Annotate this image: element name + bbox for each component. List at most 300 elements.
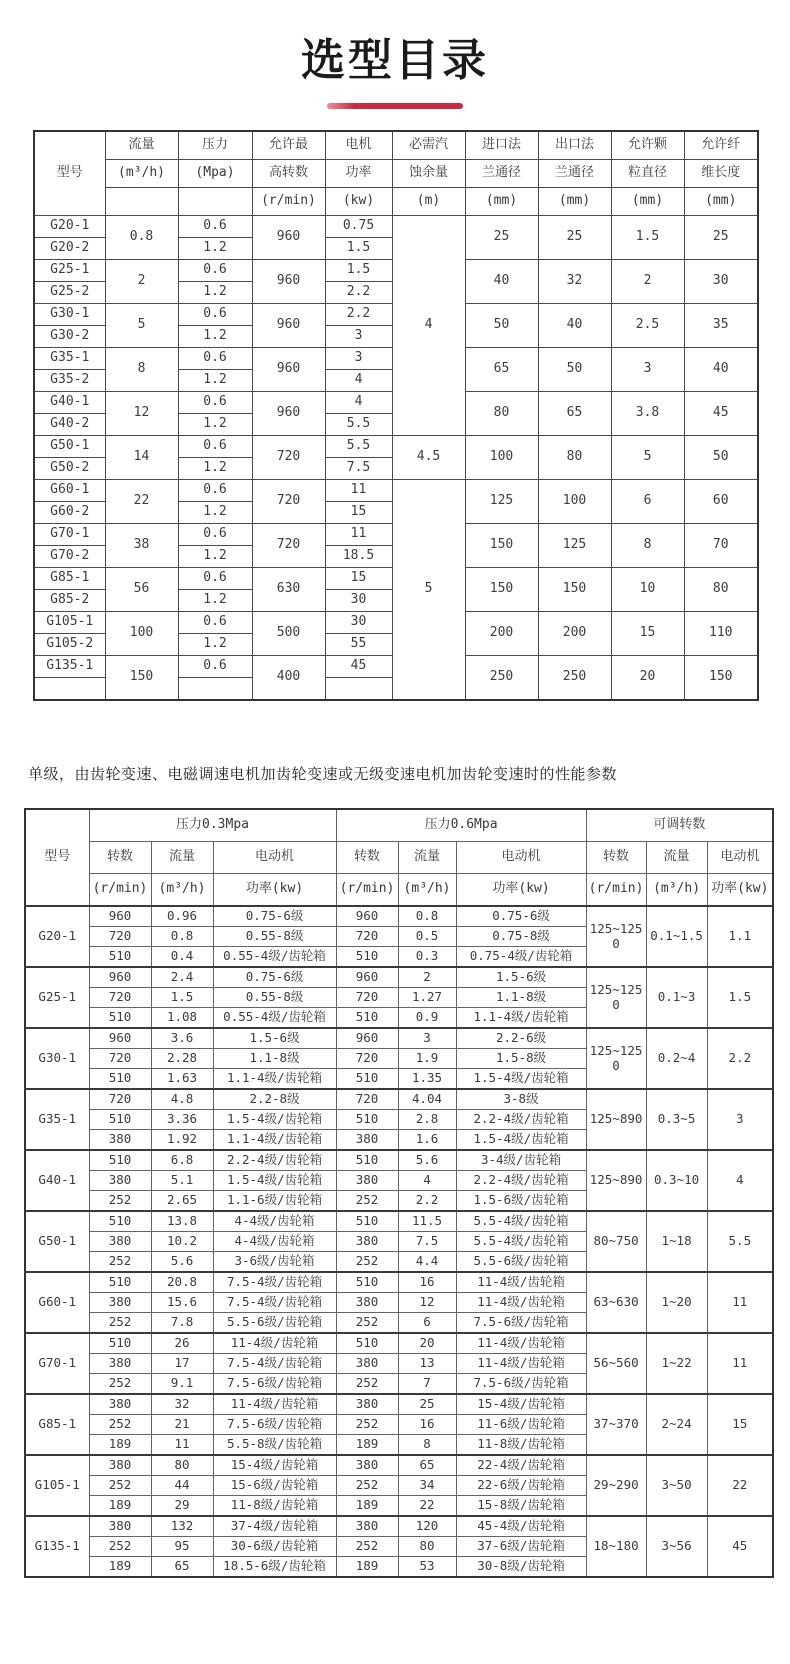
t2-p03-flow-cell: 2.65 (151, 1191, 213, 1212)
t2-p06-speed-cell: 380 (336, 1455, 398, 1476)
t2-p03-speed-cell: 252 (89, 1191, 151, 1212)
t2-model-cell: G30-1 (25, 1028, 89, 1089)
t1-model-cell: G25-1 (34, 260, 105, 282)
t2-p06-motor-cell: 1.5-6级 (456, 967, 586, 988)
t2-p06-flow-cell: 3 (398, 1028, 456, 1049)
t1-model-cell: G20-1 (34, 216, 105, 238)
t2-p03-flow-cell: 80 (151, 1455, 213, 1476)
t2-adj-flow-cell: 0.1~3 (646, 967, 707, 1028)
t1-power-cell: 4 (325, 392, 392, 414)
t2-p06-motor-cell: 22-6级/齿轮箱 (456, 1476, 586, 1496)
t2-p03-speed-cell: 510 (89, 1272, 151, 1293)
t2-p03-motor-cell: 1.1-4级/齿轮箱 (213, 1069, 336, 1090)
t1-header-col1-line2: (Mpa) (178, 160, 252, 188)
t1-speed-cell: 720 (252, 480, 325, 524)
t2-p06-speed-cell: 380 (336, 1394, 398, 1415)
t1-inlet-cell: 25 (465, 216, 538, 260)
t2-p03-motor-cell: 1.1-8级 (213, 1049, 336, 1069)
t1-inlet-cell: 50 (465, 304, 538, 348)
t2-p03-flow-cell: 17 (151, 1354, 213, 1374)
t1-pressure-cell: 0.6 (178, 612, 252, 634)
t2-adj-flow-cell: 1~20 (646, 1272, 707, 1333)
t1-model-cell: G60-2 (34, 502, 105, 524)
t2-group-header-0: 压力0.3Mpa (89, 809, 336, 842)
t2-p06-speed-cell: 380 (336, 1171, 398, 1191)
t2-p06-motor-cell: 0.75-6级 (456, 906, 586, 927)
t1-power-cell: 5.5 (325, 414, 392, 436)
t2-p06-flow-cell: 1.6 (398, 1130, 456, 1151)
t1-power-cell: 30 (325, 612, 392, 634)
t2-p03-speed-cell: 380 (89, 1293, 151, 1313)
t1-pressure-cell: 1.2 (178, 590, 252, 612)
t2-p06-speed-cell: 720 (336, 1089, 398, 1110)
t2-adj-motor-cell: 2.2 (707, 1028, 773, 1089)
t2-p03-flow-cell: 0.8 (151, 927, 213, 947)
t1-outlet-cell: 150 (538, 568, 611, 612)
t2-p03-flow-cell: 0.4 (151, 947, 213, 968)
t1-model-cell: G50-1 (34, 436, 105, 458)
t2-adj-flow-cell: 0.1~1.5 (646, 906, 707, 967)
t1-flow-cell: 12 (105, 392, 178, 436)
t2-adj-speed-cell: 125~890 (586, 1089, 646, 1150)
t2-p06-speed-cell: 510 (336, 1069, 398, 1090)
t2-adj-flow-cell: 1~18 (646, 1211, 707, 1272)
t2-unit-flow: (m³/h) (398, 874, 456, 907)
t2-p03-speed-cell: 510 (89, 947, 151, 968)
t1-fiber-cell: 45 (684, 392, 758, 436)
t1-particle-cell: 20 (611, 656, 684, 701)
t2-model-cell: G50-1 (25, 1211, 89, 1272)
t1-pressure-cell: 0.6 (178, 392, 252, 414)
t2-unit-flow: (m³/h) (151, 874, 213, 907)
t2-p03-speed-cell: 252 (89, 1313, 151, 1334)
t1-particle-cell: 2.5 (611, 304, 684, 348)
t2-p03-speed-cell: 510 (89, 1150, 151, 1171)
t1-header-col8-line1: 允许纤 (684, 131, 758, 160)
t1-flow-cell: 100 (105, 612, 178, 656)
t2-adj-motor-cell: 1.1 (707, 906, 773, 967)
t2-adj-speed-cell: 125~890 (586, 1150, 646, 1211)
t2-adj-speed-cell: 63~630 (586, 1272, 646, 1333)
t1-speed-cell: 720 (252, 524, 325, 568)
t1-header-model: 型号 (34, 131, 105, 216)
t2-p03-speed-cell: 510 (89, 1333, 151, 1354)
t2-adj-speed-cell: 37~370 (586, 1394, 646, 1455)
t2-p03-motor-cell: 0.55-4级/齿轮箱 (213, 1008, 336, 1029)
t2-p06-speed-cell: 510 (336, 1150, 398, 1171)
t2-p03-motor-cell: 4-4级/齿轮箱 (213, 1232, 336, 1252)
t1-model-cell: G105-2 (34, 634, 105, 656)
t2-unit-speed: (r/min) (586, 874, 646, 907)
t1-pressure-cell: 1.2 (178, 414, 252, 436)
t1-model-cell: G70-1 (34, 524, 105, 546)
t2-model-cell: G25-1 (25, 967, 89, 1028)
t2-p06-speed-cell: 380 (336, 1293, 398, 1313)
t1-fiber-cell: 80 (684, 568, 758, 612)
t1-outlet-cell: 100 (538, 480, 611, 524)
t1-power-cell: 1.5 (325, 238, 392, 260)
t1-fiber-cell: 60 (684, 480, 758, 524)
t2-p03-speed-cell: 380 (89, 1354, 151, 1374)
t2-p03-flow-cell: 1.08 (151, 1008, 213, 1029)
t1-power-cell: 3 (325, 326, 392, 348)
t2-p03-speed-cell: 252 (89, 1252, 151, 1273)
t2-adj-motor-cell: 15 (707, 1394, 773, 1455)
t1-particle-cell: 15 (611, 612, 684, 656)
t1-header-col7-unit: (mm) (611, 188, 684, 216)
t2-p03-flow-cell: 20.8 (151, 1272, 213, 1293)
t1-power-cell: 18.5 (325, 546, 392, 568)
t2-p03-motor-cell: 1.1-6级/齿轮箱 (213, 1191, 336, 1212)
t2-p03-motor-cell: 7.5-6级/齿轮箱 (213, 1374, 336, 1395)
t1-model-cell: G40-2 (34, 414, 105, 436)
t1-pressure-cell: 0.6 (178, 436, 252, 458)
t1-power-cell: 45 (325, 656, 392, 678)
t1-speed-cell: 960 (252, 260, 325, 304)
t2-adj-speed-cell: 29~290 (586, 1455, 646, 1516)
t1-power-cell: 11 (325, 480, 392, 502)
t2-p06-motor-cell: 22-4级/齿轮箱 (456, 1455, 586, 1476)
t1-npsh-cell: 4.5 (392, 436, 465, 480)
t1-flow-cell: 150 (105, 656, 178, 701)
t2-p03-flow-cell: 9.1 (151, 1374, 213, 1395)
t2-p06-speed-cell: 252 (336, 1374, 398, 1395)
t1-flow-cell: 14 (105, 436, 178, 480)
t1-fiber-cell: 70 (684, 524, 758, 568)
t2-p03-speed-cell: 189 (89, 1557, 151, 1578)
t1-header-col2-line2: 高转数 (252, 160, 325, 188)
t2-p06-speed-cell: 960 (336, 967, 398, 988)
selection-table (33, 130, 759, 701)
t1-pressure-cell: 0.6 (178, 480, 252, 502)
t2-p06-flow-cell: 22 (398, 1496, 456, 1517)
t2-p06-speed-cell: 510 (336, 1008, 398, 1029)
t1-model-cell (34, 678, 105, 701)
t2-p03-speed-cell: 189 (89, 1435, 151, 1456)
t2-p06-motor-cell: 45-4级/齿轮箱 (456, 1516, 586, 1537)
t2-p03-flow-cell: 4.8 (151, 1089, 213, 1110)
t2-p03-speed-cell: 252 (89, 1415, 151, 1435)
t2-adj-speed-cell: 125~1250 (586, 906, 646, 967)
t2-p06-speed-cell: 510 (336, 947, 398, 968)
t1-particle-cell: 2 (611, 260, 684, 304)
t2-model-cell: G60-1 (25, 1272, 89, 1333)
t1-model-cell: G30-2 (34, 326, 105, 348)
t2-p03-motor-cell: 0.55-4级/齿轮箱 (213, 947, 336, 968)
t1-speed-cell: 500 (252, 612, 325, 656)
t1-npsh-cell: 4 (392, 216, 465, 436)
t1-outlet-cell: 50 (538, 348, 611, 392)
t2-p06-flow-cell: 7 (398, 1374, 456, 1395)
t1-inlet-cell: 40 (465, 260, 538, 304)
t1-fiber-cell: 150 (684, 656, 758, 701)
t2-p03-flow-cell: 10.2 (151, 1232, 213, 1252)
t2-adj-flow-cell: 1~22 (646, 1333, 707, 1394)
t2-subheader-speed: 转数 (89, 842, 151, 874)
t2-p06-speed-cell: 960 (336, 906, 398, 927)
t1-particle-cell: 5 (611, 436, 684, 480)
t1-power-cell: 5.5 (325, 436, 392, 458)
t2-p03-speed-cell: 380 (89, 1232, 151, 1252)
t2-p06-motor-cell: 15-4级/齿轮箱 (456, 1394, 586, 1415)
t1-power-cell: 3 (325, 348, 392, 370)
t2-p06-motor-cell: 37-6级/齿轮箱 (456, 1537, 586, 1557)
t2-p06-speed-cell: 720 (336, 1049, 398, 1069)
t1-power-cell: 1.5 (325, 260, 392, 282)
t1-inlet-cell: 150 (465, 524, 538, 568)
t2-unit-motor: 功率(kw) (707, 874, 773, 907)
t2-p03-flow-cell: 1.63 (151, 1069, 213, 1090)
t2-p03-speed-cell: 252 (89, 1476, 151, 1496)
t2-p06-motor-cell: 11-4级/齿轮箱 (456, 1293, 586, 1313)
t2-p03-flow-cell: 21 (151, 1415, 213, 1435)
t1-header-col8-unit: (mm) (684, 188, 758, 216)
t2-p06-motor-cell: 11-4级/齿轮箱 (456, 1333, 586, 1354)
t2-unit-motor: 功率(kw) (456, 874, 586, 907)
t2-p03-flow-cell: 29 (151, 1496, 213, 1517)
t2-p06-speed-cell: 252 (336, 1537, 398, 1557)
catalog-page (0, 24, 790, 1578)
t1-model-cell: G35-2 (34, 370, 105, 392)
t2-p06-motor-cell: 5.5-6级/齿轮箱 (456, 1252, 586, 1273)
t2-p06-speed-cell: 252 (336, 1476, 398, 1496)
t2-p03-motor-cell: 4-4级/齿轮箱 (213, 1211, 336, 1232)
t1-pressure-cell: 0.6 (178, 524, 252, 546)
t2-p03-flow-cell: 1.5 (151, 988, 213, 1008)
t2-p06-speed-cell: 720 (336, 988, 398, 1008)
t2-p06-speed-cell: 189 (336, 1435, 398, 1456)
t2-model-cell: G135-1 (25, 1516, 89, 1577)
t2-adj-motor-cell: 5.5 (707, 1211, 773, 1272)
t2-p03-speed-cell: 189 (89, 1496, 151, 1517)
t2-p06-speed-cell: 252 (336, 1252, 398, 1273)
t1-speed-cell: 960 (252, 216, 325, 260)
t1-header-col5-line2: 兰通径 (465, 160, 538, 188)
t2-adj-motor-cell: 45 (707, 1516, 773, 1577)
t2-adj-motor-cell: 11 (707, 1333, 773, 1394)
t1-model-cell: G60-1 (34, 480, 105, 502)
t2-p03-motor-cell: 3-6级/齿轮箱 (213, 1252, 336, 1273)
t2-p03-motor-cell: 1.5-6级 (213, 1028, 336, 1049)
t2-adj-motor-cell: 3 (707, 1089, 773, 1150)
t1-outlet-cell: 65 (538, 392, 611, 436)
t1-power-cell: 15 (325, 502, 392, 524)
t1-header-col3-line1: 电机 (325, 131, 392, 160)
page-title: 选型目录 (301, 35, 489, 86)
t2-p06-motor-cell: 2.2-6级 (456, 1028, 586, 1049)
t2-p03-motor-cell: 0.75-6级 (213, 906, 336, 927)
t1-particle-cell: 6 (611, 480, 684, 524)
t2-p03-flow-cell: 65 (151, 1557, 213, 1578)
t2-p06-motor-cell: 1.5-6级/齿轮箱 (456, 1191, 586, 1212)
t1-header-col2-unit: (r/min) (252, 188, 325, 216)
t2-adj-motor-cell: 1.5 (707, 967, 773, 1028)
t2-p06-flow-cell: 2.2 (398, 1191, 456, 1212)
t2-p03-flow-cell: 7.8 (151, 1313, 213, 1334)
t2-p03-motor-cell: 1.5-4级/齿轮箱 (213, 1110, 336, 1130)
t2-p03-motor-cell: 1.1-4级/齿轮箱 (213, 1130, 336, 1151)
t1-header-col0-line1: 流量 (105, 131, 178, 160)
t2-adj-flow-cell: 0.3~10 (646, 1150, 707, 1211)
t2-p06-flow-cell: 1.9 (398, 1049, 456, 1069)
t2-p06-motor-cell: 3-4级/齿轮箱 (456, 1150, 586, 1171)
t2-p06-motor-cell: 1.1-4级/齿轮箱 (456, 1008, 586, 1029)
t1-model-cell: G50-2 (34, 458, 105, 480)
t1-fiber-cell: 30 (684, 260, 758, 304)
t1-model-cell: G85-2 (34, 590, 105, 612)
t2-p03-motor-cell: 0.55-8级 (213, 988, 336, 1008)
t1-fiber-cell: 35 (684, 304, 758, 348)
t2-p03-flow-cell: 2.4 (151, 967, 213, 988)
t2-p06-motor-cell: 1.5-4级/齿轮箱 (456, 1130, 586, 1151)
t2-adj-flow-cell: 0.2~4 (646, 1028, 707, 1089)
t1-header-col7-line1: 允许颗 (611, 131, 684, 160)
t2-p03-speed-cell: 960 (89, 1028, 151, 1049)
t1-header-col6-line1: 出口法 (538, 131, 611, 160)
t2-p03-speed-cell: 510 (89, 1069, 151, 1090)
t2-model-cell: G40-1 (25, 1150, 89, 1211)
t1-header-col2-line1: 允许最 (252, 131, 325, 160)
t1-fiber-cell: 110 (684, 612, 758, 656)
t2-p06-motor-cell: 15-8级/齿轮箱 (456, 1496, 586, 1517)
t1-model-cell: G135-1 (34, 656, 105, 678)
t2-p03-speed-cell: 380 (89, 1394, 151, 1415)
t2-p03-flow-cell: 11 (151, 1435, 213, 1456)
t1-power-cell (325, 678, 392, 701)
t1-model-cell: G35-1 (34, 348, 105, 370)
t2-p06-flow-cell: 20 (398, 1333, 456, 1354)
t2-p03-motor-cell: 11-4级/齿轮箱 (213, 1333, 336, 1354)
t1-power-cell: 55 (325, 634, 392, 656)
t1-flow-cell: 38 (105, 524, 178, 568)
t2-adj-motor-cell: 11 (707, 1272, 773, 1333)
t2-p03-speed-cell: 510 (89, 1211, 151, 1232)
t2-p03-motor-cell: 2.2-8级 (213, 1089, 336, 1110)
t2-p06-flow-cell: 0.8 (398, 906, 456, 927)
t1-power-cell: 15 (325, 568, 392, 590)
t1-outlet-cell: 125 (538, 524, 611, 568)
t2-model-cell: G85-1 (25, 1394, 89, 1455)
t2-p06-motor-cell: 30-8级/齿轮箱 (456, 1557, 586, 1578)
t1-npsh-cell: 5 (392, 480, 465, 701)
t1-pressure-cell: 0.6 (178, 656, 252, 678)
t2-p06-flow-cell: 5.6 (398, 1150, 456, 1171)
t2-p06-speed-cell: 510 (336, 1110, 398, 1130)
t1-pressure-cell: 1.2 (178, 546, 252, 568)
t1-speed-cell: 960 (252, 304, 325, 348)
t1-outlet-cell: 250 (538, 656, 611, 701)
t1-header-col3-unit: (kw) (325, 188, 392, 216)
t1-power-cell: 30 (325, 590, 392, 612)
t1-header-col4-line2: 蚀余量 (392, 160, 465, 188)
t1-flow-cell: 22 (105, 480, 178, 524)
t2-group-header-2: 可调转数 (586, 809, 773, 842)
t2-p06-flow-cell: 4.4 (398, 1252, 456, 1273)
t2-adj-motor-cell: 4 (707, 1150, 773, 1211)
t1-header-col0-line2: (m³/h) (105, 160, 178, 188)
t1-inlet-cell: 200 (465, 612, 538, 656)
t2-adj-flow-cell: 3~50 (646, 1455, 707, 1516)
t2-p03-speed-cell: 510 (89, 1110, 151, 1130)
t2-subheader-motor: 电动机 (456, 842, 586, 874)
t2-p03-flow-cell: 5.1 (151, 1171, 213, 1191)
t1-header-col5-unit: (mm) (465, 188, 538, 216)
t2-unit-speed: (r/min) (89, 874, 151, 907)
t2-p03-flow-cell: 2.28 (151, 1049, 213, 1069)
t2-p06-flow-cell: 4.04 (398, 1089, 456, 1110)
t2-p06-speed-cell: 189 (336, 1496, 398, 1517)
t2-p03-motor-cell: 30-6级/齿轮箱 (213, 1537, 336, 1557)
t2-p03-motor-cell: 7.5-4级/齿轮箱 (213, 1354, 336, 1374)
title-underline (327, 103, 463, 109)
t1-outlet-cell: 40 (538, 304, 611, 348)
t2-p06-flow-cell: 53 (398, 1557, 456, 1578)
t2-p06-flow-cell: 1.35 (398, 1069, 456, 1090)
t1-pressure-cell: 0.6 (178, 348, 252, 370)
t2-p03-flow-cell: 1.92 (151, 1130, 213, 1151)
t2-p06-speed-cell: 380 (336, 1130, 398, 1151)
t1-flow-cell: 2 (105, 260, 178, 304)
t2-p06-speed-cell: 252 (336, 1313, 398, 1334)
t2-p06-flow-cell: 11.5 (398, 1211, 456, 1232)
t2-p03-flow-cell: 132 (151, 1516, 213, 1537)
t2-p06-speed-cell: 510 (336, 1272, 398, 1293)
t2-unit-motor: 功率(kw) (213, 874, 336, 907)
t2-adj-flow-cell: 3~56 (646, 1516, 707, 1577)
t1-pressure-cell: 1.2 (178, 502, 252, 524)
t1-pressure-cell: 1.2 (178, 370, 252, 392)
t2-p06-motor-cell: 1.5-4级/齿轮箱 (456, 1069, 586, 1090)
t2-p03-speed-cell: 380 (89, 1171, 151, 1191)
t2-subheader-motor: 电动机 (213, 842, 336, 874)
t2-p03-flow-cell: 0.96 (151, 906, 213, 927)
t1-power-cell: 11 (325, 524, 392, 546)
t1-header-col4-unit: (m) (392, 188, 465, 216)
t2-p03-motor-cell: 15-4级/齿轮箱 (213, 1455, 336, 1476)
t2-p06-speed-cell: 720 (336, 927, 398, 947)
t2-p03-speed-cell: 380 (89, 1130, 151, 1151)
t2-p03-flow-cell: 6.8 (151, 1150, 213, 1171)
t2-p03-motor-cell: 1.5-4级/齿轮箱 (213, 1171, 336, 1191)
t1-pressure-cell: 1.2 (178, 458, 252, 480)
t2-model-cell: G20-1 (25, 906, 89, 967)
t1-inlet-cell: 250 (465, 656, 538, 701)
t1-header-col6-unit: (mm) (538, 188, 611, 216)
t2-p06-speed-cell: 189 (336, 1557, 398, 1578)
t2-subheader-flow: 流量 (646, 842, 707, 874)
t2-p06-flow-cell: 6 (398, 1313, 456, 1334)
t2-p03-speed-cell: 252 (89, 1374, 151, 1395)
t2-p06-motor-cell: 2.2-4级/齿轮箱 (456, 1110, 586, 1130)
t2-p06-flow-cell: 4 (398, 1171, 456, 1191)
t2-p06-speed-cell: 510 (336, 1333, 398, 1354)
t2-p06-flow-cell: 8 (398, 1435, 456, 1456)
t2-p03-motor-cell: 7.5-4级/齿轮箱 (213, 1293, 336, 1313)
t2-p06-flow-cell: 7.5 (398, 1232, 456, 1252)
t2-adj-flow-cell: 0.3~5 (646, 1089, 707, 1150)
t2-p06-flow-cell: 13 (398, 1354, 456, 1374)
t2-p06-motor-cell: 7.5-6级/齿轮箱 (456, 1313, 586, 1334)
t1-header-col3-line2: 功率 (325, 160, 392, 188)
t1-particle-cell: 3 (611, 348, 684, 392)
t2-p06-flow-cell: 2.8 (398, 1110, 456, 1130)
t1-pressure-cell: 0.6 (178, 304, 252, 326)
t2-p03-flow-cell: 13.8 (151, 1211, 213, 1232)
t2-subheader-flow: 流量 (151, 842, 213, 874)
t1-particle-cell: 3.8 (611, 392, 684, 436)
t1-flow-cell: 56 (105, 568, 178, 612)
t2-p03-motor-cell: 0.55-8级 (213, 927, 336, 947)
